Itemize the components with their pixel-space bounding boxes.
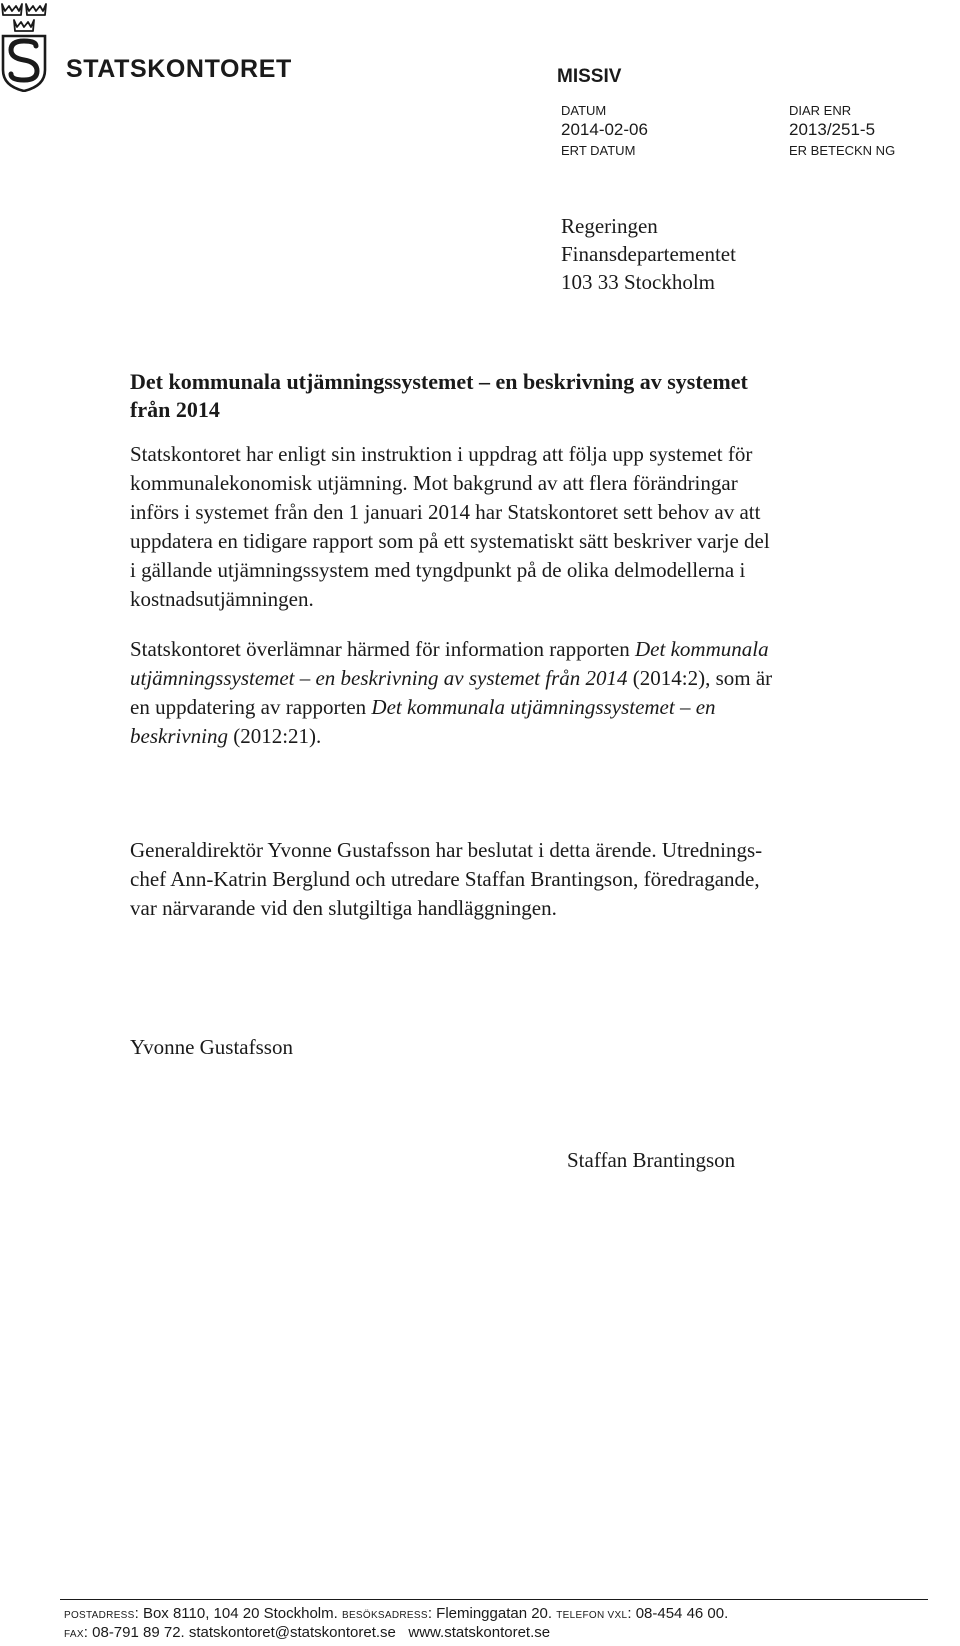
paragraph-decision [130,836,910,923]
report-title: Det kommunala [635,637,769,661]
footer-contact-line [64,1624,550,1641]
text: (2014:2), som är [627,666,773,690]
diar-enr-label: DIAR ENR [789,103,852,118]
recipient-line: Regeringen [561,214,658,238]
datum-value: 2014-02-06 [561,120,648,139]
diar-enr-value: 2013/251-5 [789,120,876,139]
paragraph-line: uppdatera en tidigare rapport som på ett systematiskt sätt beskriver varje del [130,529,770,553]
footer-divider [60,1599,928,1600]
fax-value: : 08-791 89 72. statskontoret@statskontoret.se www.statskontoret.se [83,1624,551,1641]
telefon-label: TELEFON VXL [556,1610,628,1621]
paragraph-line: chef Ann-Katrin Berglund och utredare Staffan Brantingson, föredragande, [130,867,760,891]
paragraph-line: Statskontoret har enligt sin instruktion i uppdrag att följa upp systemet för [130,442,753,466]
recipient-line: Finansdepartementet [561,242,736,266]
paragraph-intro [130,440,910,614]
paragraph-report [130,635,910,751]
paragraph-line: var närvarande vid den slutgiltiga handläggningen. [130,896,557,920]
letter-title [130,368,910,424]
er-beteckning-label: ER BETECKN NG [789,143,896,158]
paragraph-line: kostnadsutjämningen. [130,587,314,611]
recipient-line: 103 33 Stockholm [561,270,716,294]
postadress-value: : Box 8110, 104 20 Stockholm. [134,1605,342,1622]
report-title: beskrivning [130,724,228,748]
ert-datum-label: ERT DATUM [561,143,636,158]
datum-label: DATUM [561,103,607,118]
paragraph-line [130,664,910,693]
paragraph-line [130,693,910,722]
text: Statskontoret överlämnar härmed för information rapporten [130,637,636,661]
signature-investigator: Staffan Brantingson [567,1148,736,1172]
text: (2012:21). [227,724,322,748]
paragraph-line [130,722,910,751]
report-title: utjämningssystemet – en beskrivning av systemet från 2014 [130,666,628,690]
besoksadress-value: : Fleminggatan 20. [427,1605,557,1622]
title-line: Det kommunala utjämningssystemet – en beskrivning av systemet [130,369,748,394]
recipient-address [561,212,736,296]
footer-address-line [64,1605,728,1622]
title-line: från 2014 [130,397,220,422]
fax-label: FAX [64,1629,84,1640]
paragraph-line: i gällande utjämningssystem med tyngdpunkt på de olika delmodellerna i [130,558,746,582]
text: en uppdatering av rapporten [130,695,372,719]
besoksadress-label: BESÖKSADRESS [341,1610,428,1621]
paragraph-line [130,635,910,664]
paragraph-line: Generaldirektör Yvonne Gustafsson har beslutat i detta ärende. Utrednings- [130,838,763,862]
signature-director: Yvonne Gustafsson [130,1035,293,1059]
telefon-value: : 08-454 46 00. [627,1605,729,1622]
paragraph-line: kommunalekonomisk utjämning. Mot bakgrund av att flera förändringar [130,471,738,495]
statskontoret-logo-icon [0,0,48,92]
report-title: Det kommunala utjämningssystemet – en [371,695,716,719]
document-type: MISSIV [557,66,622,87]
paragraph-line: införs i systemet från den 1 januari 2014 har Statskontoret sett behov av att [130,500,761,524]
statskontoret-wordmark: STATSKONTORET [66,55,292,83]
postadress-label: POSTADRESS [64,1610,135,1621]
